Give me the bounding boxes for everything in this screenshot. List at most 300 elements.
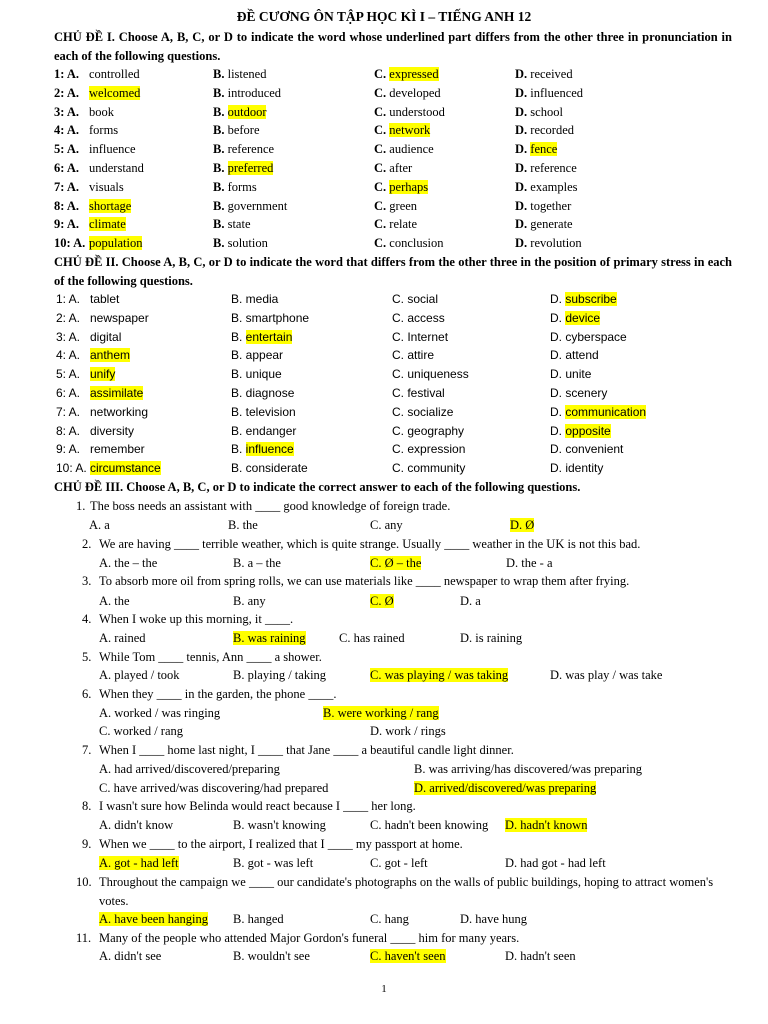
option-letter: D. (550, 461, 566, 476)
option-b (213, 215, 251, 234)
question-row (0, 309, 768, 328)
option-letter: B. (231, 442, 246, 457)
option-word: reference (227, 142, 275, 157)
option-letter: D. (515, 217, 531, 232)
answer-option-text: A. got - had left (99, 856, 179, 870)
option-letter: B. (231, 348, 246, 363)
option-letter: D. (550, 292, 566, 306)
answer-option-text: A. played / took (99, 668, 180, 682)
option-d (515, 140, 557, 159)
answer-option-text: D. is raining (460, 631, 523, 645)
option-word: media (245, 292, 279, 306)
option-letter: D. (515, 198, 531, 213)
option-word: networking (90, 404, 149, 419)
question-number: 8. (82, 799, 92, 813)
option-letter: B. (213, 198, 228, 213)
answer-option-text: B. wasn't knowing (233, 818, 326, 832)
question-row (0, 328, 768, 347)
question-number: 2. (82, 537, 92, 551)
question-number: 2: A. (56, 310, 81, 325)
option-d (550, 422, 611, 441)
option-word: listened (227, 67, 267, 81)
answer-option-text: B. were working / rang (323, 706, 439, 720)
answer-option (99, 592, 130, 611)
question-row (0, 290, 768, 309)
answer-option (89, 516, 110, 535)
option-letter: B. (231, 329, 246, 344)
option-letter: C. (392, 442, 408, 457)
option-word: expression (407, 442, 466, 457)
option-letter: C. (392, 423, 408, 438)
answer-option-text: A. didn't see (99, 949, 162, 963)
option-a (90, 290, 119, 309)
option-word: socialize (407, 404, 454, 419)
question-text: We are having ____ terrible weather, which is quite strange. Usually ____ weather in the UK is not this bad. (99, 537, 641, 551)
option-letter: D. (515, 67, 531, 81)
answer-option-text: B. was raining (233, 631, 306, 645)
option-letter: B. (213, 217, 228, 232)
option-letter: C. (392, 329, 408, 344)
option-word: population (89, 236, 143, 251)
option-letter: C. (392, 367, 408, 382)
answer-option-text: C. Ø (370, 594, 394, 608)
option-c (392, 422, 464, 441)
option-a (89, 84, 140, 103)
question-number: 11. (76, 931, 92, 945)
option-c (392, 346, 434, 365)
question-number: 10: A. (54, 236, 86, 251)
question-number: 5: A. (56, 367, 81, 382)
option-b (213, 197, 287, 216)
answer-option-text: B. got - was left (233, 856, 314, 870)
option-c (374, 159, 412, 178)
option-word: examples (530, 179, 578, 194)
answer-option-text: D. was play / was take (550, 668, 663, 682)
page-number: 1 (381, 983, 387, 995)
question-number: 4. (82, 612, 92, 626)
question-row (0, 459, 768, 478)
question-row (0, 215, 768, 234)
answer-option (505, 947, 576, 966)
answer-option (99, 629, 146, 648)
option-word: Internet (407, 329, 449, 344)
option-word: communication (565, 404, 647, 419)
option-word: audience (389, 142, 434, 157)
option-a (89, 215, 126, 234)
option-word: school (530, 104, 563, 119)
option-a (89, 178, 124, 197)
option-a (90, 422, 134, 441)
question-number: 9: A. (54, 217, 79, 232)
option-c (392, 403, 453, 422)
question-text: While Tom ____ tennis, Ann ____ a shower. (99, 650, 322, 664)
answer-option (460, 629, 522, 648)
option-word: scenery (565, 386, 608, 400)
question-row (0, 103, 768, 122)
option-d (515, 121, 574, 140)
answer-option (370, 666, 508, 685)
question-number: 5: A. (54, 142, 79, 157)
option-a (90, 328, 121, 347)
answer-option-text: C. any (370, 518, 403, 532)
option-word: green (389, 198, 418, 213)
answer-option-text: B. a – the (233, 556, 281, 570)
option-word: shortage (89, 198, 132, 213)
option-d (515, 65, 573, 84)
option-letter: D. (515, 142, 531, 157)
option-letter: B. (231, 292, 246, 306)
answer-option (99, 666, 180, 685)
option-a (90, 459, 161, 478)
option-word: developed (389, 85, 441, 100)
option-b (213, 121, 260, 140)
question-text: Throughout the campaign we ____ our candidate's photographs on the walls of public buildings, hoping to attract women's votes. (99, 875, 714, 908)
option-word: access (407, 310, 445, 325)
answer-option (233, 854, 313, 873)
answer-option (233, 554, 281, 573)
option-letter: C. (392, 310, 408, 325)
answer-option-text: B. playing / taking (233, 668, 327, 682)
question-number: 7: A. (54, 179, 79, 194)
option-letter: D. (550, 442, 566, 457)
section-1-heading: CHỦ ĐỀ I. Choose A, B, C, or D to indicate the word whose underlined part differs from the other three in pronunciation in each of the following questions. (54, 30, 732, 63)
question-number: 3: A. (54, 104, 79, 119)
answer-option-text: C. got - left (370, 856, 428, 870)
answer-option-text: C. worked / rang (99, 724, 184, 738)
option-letter: C. (374, 85, 390, 100)
option-word: together (530, 198, 572, 213)
answer-option (233, 592, 266, 611)
option-word: unite (565, 367, 592, 382)
option-a (90, 403, 148, 422)
option-word: appear (245, 348, 284, 363)
option-c (374, 197, 417, 216)
answer-option (233, 666, 326, 685)
question-number: 4: A. (54, 123, 79, 138)
option-letter: C. (374, 179, 390, 194)
answer-option-text: D. arrived/discovered/was preparing (414, 781, 597, 795)
question-text: The boss needs an assistant with ____ good knowledge of foreign trade. (90, 499, 451, 513)
question-number: 3. (82, 574, 92, 588)
option-word: diversity (90, 423, 135, 438)
question-number: 6: A. (54, 161, 79, 175)
option-a (89, 121, 118, 140)
option-word: influenced (530, 85, 584, 100)
option-a (89, 234, 142, 253)
answer-option (460, 592, 481, 611)
option-letter: C. (374, 104, 390, 119)
option-b (213, 159, 273, 178)
question-row (0, 422, 768, 441)
answer-option-text: D. hadn't known (505, 818, 588, 832)
option-b (213, 140, 274, 159)
option-word: device (565, 310, 601, 325)
answer-option-text: A. didn't know (99, 818, 174, 832)
option-a (90, 365, 115, 384)
option-a (90, 384, 143, 403)
option-letter: B. (213, 85, 228, 100)
option-b (231, 403, 296, 422)
option-word: television (245, 404, 296, 419)
answer-option (505, 854, 606, 873)
option-b (231, 309, 309, 328)
option-d (550, 384, 607, 403)
option-letter: B. (231, 423, 246, 438)
option-word: introduced (227, 85, 282, 100)
option-word: fence (530, 142, 558, 157)
question-number: 6. (82, 687, 92, 701)
answer-option-text: A. the – the (99, 556, 158, 570)
option-word: opposite (565, 423, 611, 438)
answer-option (99, 704, 220, 723)
option-letter: D. (515, 179, 531, 194)
question-number: 10. (76, 875, 92, 889)
option-c (392, 384, 445, 403)
answer-option-text: C. was playing / was taking (370, 668, 509, 682)
answer-option-text: B. any (233, 594, 266, 608)
question-number: 9. (82, 837, 92, 851)
option-word: tablet (90, 292, 120, 306)
answer-option (370, 910, 409, 929)
question-row (0, 384, 768, 403)
option-d (550, 309, 600, 328)
option-c (374, 65, 439, 84)
option-letter: D. (550, 386, 566, 400)
option-d (515, 215, 573, 234)
option-word: entertain (245, 329, 293, 344)
answer-option (228, 516, 258, 535)
answer-option (460, 910, 527, 929)
answer-option (99, 722, 183, 741)
option-a (89, 65, 140, 84)
option-word: anthem (90, 348, 131, 363)
option-letter: D. (515, 104, 531, 119)
option-a (89, 197, 131, 216)
option-letter: D. (515, 85, 531, 100)
option-word: received (530, 67, 573, 81)
answer-option-text: D. had got - had left (505, 856, 606, 870)
option-letter: C. (392, 348, 408, 363)
question-number: 8: A. (56, 423, 81, 438)
question-number: 3: A. (56, 329, 81, 344)
option-word: cyberspace (565, 329, 627, 344)
option-b (231, 290, 278, 309)
option-letter: B. (231, 310, 246, 325)
option-word: unique (245, 367, 282, 382)
question-row (0, 365, 768, 384)
answer-option-text: D. work / rings (370, 724, 446, 738)
option-b (213, 103, 266, 122)
answer-option-text: A. a (89, 518, 110, 532)
option-word: understand (89, 161, 144, 175)
option-letter: B. (213, 104, 228, 119)
option-letter: D. (550, 404, 566, 419)
question-text: To absorb more oil from spring rolls, we can use materials like ____ newspaper to wrap them after frying. (99, 574, 630, 588)
option-letter: C. (374, 161, 390, 175)
option-letter: D. (550, 310, 566, 325)
option-word: newspaper (90, 310, 149, 325)
option-letter: B. (231, 386, 246, 400)
question-number: 8: A. (54, 198, 79, 213)
option-word: subscribe (565, 292, 617, 306)
answer-option (233, 816, 326, 835)
option-c (392, 309, 445, 328)
option-word: outdoor (227, 104, 267, 119)
answer-option-text: C. has rained (339, 631, 405, 645)
answer-option (99, 910, 208, 929)
option-d (515, 197, 571, 216)
question-row (0, 346, 768, 365)
option-d (515, 84, 583, 103)
option-b (231, 459, 308, 478)
document-title: ĐỀ CƯƠNG ÔN TẬP HỌC KÌ I – TIẾNG ANH 12 (236, 9, 532, 24)
answer-option (370, 816, 488, 835)
question-text: When they ____ in the garden, the phone ____. (99, 687, 337, 701)
option-letter: B. (213, 161, 228, 175)
question-number: 5. (82, 650, 92, 664)
option-a (90, 440, 145, 459)
question-row (0, 234, 768, 253)
question-number: 6: A. (56, 386, 81, 400)
answer-option (99, 816, 173, 835)
question-text: When I ____ home last night, I ____ that Jane ____ a beautiful candle light dinner. (99, 743, 514, 757)
option-letter: C. (392, 292, 408, 306)
option-word: attire (407, 348, 435, 363)
option-a (89, 103, 114, 122)
option-a (90, 309, 149, 328)
option-word: forms (227, 179, 257, 194)
answer-option-text: C. hadn't been knowing (370, 818, 489, 832)
option-a (89, 140, 136, 159)
question-number: 1: A. (56, 292, 81, 306)
option-letter: D. (550, 329, 566, 344)
answer-option-text: C. haven't seen (370, 949, 446, 963)
option-d (550, 365, 591, 384)
answer-option (550, 666, 662, 685)
answer-option-text: B. was arriving/has discovered/was preparing (414, 762, 643, 776)
option-c (392, 365, 469, 384)
option-d (550, 459, 603, 478)
option-b (213, 178, 257, 197)
option-word: reference (530, 161, 577, 175)
option-word: unify (90, 367, 116, 382)
option-c (374, 121, 430, 140)
option-letter: D. (550, 367, 566, 382)
option-word: considerate (245, 461, 308, 476)
option-c (374, 84, 441, 103)
option-d (515, 234, 582, 253)
answer-option-text: C. hang (370, 912, 409, 926)
option-word: revolution (530, 236, 582, 251)
option-word: relate (389, 217, 418, 232)
option-word: smartphone (245, 310, 310, 325)
answer-option-text: D. the - a (506, 556, 553, 570)
option-word: perhaps (389, 179, 429, 194)
option-word: endanger (245, 423, 297, 438)
option-b (213, 234, 268, 253)
option-word: attend (565, 348, 599, 363)
option-word: convenient (565, 442, 624, 457)
option-d (550, 328, 627, 347)
option-letter: C. (392, 386, 408, 400)
option-word: preferred (227, 161, 274, 175)
option-c (374, 140, 434, 159)
option-word: book (89, 104, 114, 119)
answer-option-text: B. hanged (233, 912, 284, 926)
option-word: generate (530, 217, 573, 232)
answer-option (370, 592, 394, 611)
question-row (0, 84, 768, 103)
answer-option-text: A. rained (99, 631, 146, 645)
option-b (213, 84, 281, 103)
option-word: social (407, 292, 439, 306)
option-c (374, 234, 443, 253)
option-word: uniqueness (407, 367, 469, 382)
option-letter: D. (550, 423, 566, 438)
option-word: government (227, 198, 288, 213)
option-c (374, 215, 417, 234)
answer-option-text: A. have been hanging (99, 912, 208, 926)
option-b (231, 422, 296, 441)
answer-option (370, 516, 403, 535)
option-word: identity (565, 461, 604, 476)
option-word: forms (89, 123, 119, 138)
question-number: 7: A. (56, 404, 81, 419)
question-number: 4: A. (56, 348, 81, 363)
option-b (231, 328, 292, 347)
option-c (392, 440, 465, 459)
option-word: solution (227, 236, 268, 251)
option-letter: C. (374, 217, 390, 232)
option-letter: C. (374, 67, 390, 81)
option-word: influence (89, 142, 136, 157)
answer-option (414, 760, 642, 779)
question-text: I wasn't sure how Belinda would react because I ____ her long. (99, 799, 416, 813)
answer-option (99, 760, 280, 779)
option-word: visuals (89, 179, 124, 194)
option-word: controlled (89, 67, 140, 81)
option-c (374, 178, 428, 197)
question-row (0, 178, 768, 197)
option-d (515, 159, 577, 178)
answer-option-text: A. the (99, 594, 130, 608)
question-text: Many of the people who attended Major Gordon's funeral ____ him for many years. (99, 931, 520, 945)
question-row (0, 440, 768, 459)
answer-option (370, 854, 428, 873)
answer-option (233, 947, 310, 966)
option-letter: B. (213, 123, 228, 138)
answer-option-text: B. the (228, 518, 258, 532)
answer-option-text: D. hadn't seen (505, 949, 576, 963)
option-letter: B. (213, 67, 228, 81)
answer-option (370, 554, 421, 573)
option-c (392, 459, 465, 478)
answer-option (505, 816, 587, 835)
option-c (374, 103, 445, 122)
question-row (0, 140, 768, 159)
question-row (0, 403, 768, 422)
option-word: digital (90, 329, 122, 344)
answer-option-text: A. had arrived/discovered/preparing (99, 762, 280, 776)
question-text: When we ____ to the airport, I realized that I ____ my passport at home. (99, 837, 463, 851)
option-word: after (389, 161, 413, 175)
option-word: recorded (530, 123, 575, 138)
option-word: remember (90, 442, 145, 457)
question-row (0, 159, 768, 178)
option-d (550, 346, 599, 365)
answer-option-text: C. Ø – the (370, 556, 422, 570)
question-number: 2: A. (54, 85, 79, 100)
